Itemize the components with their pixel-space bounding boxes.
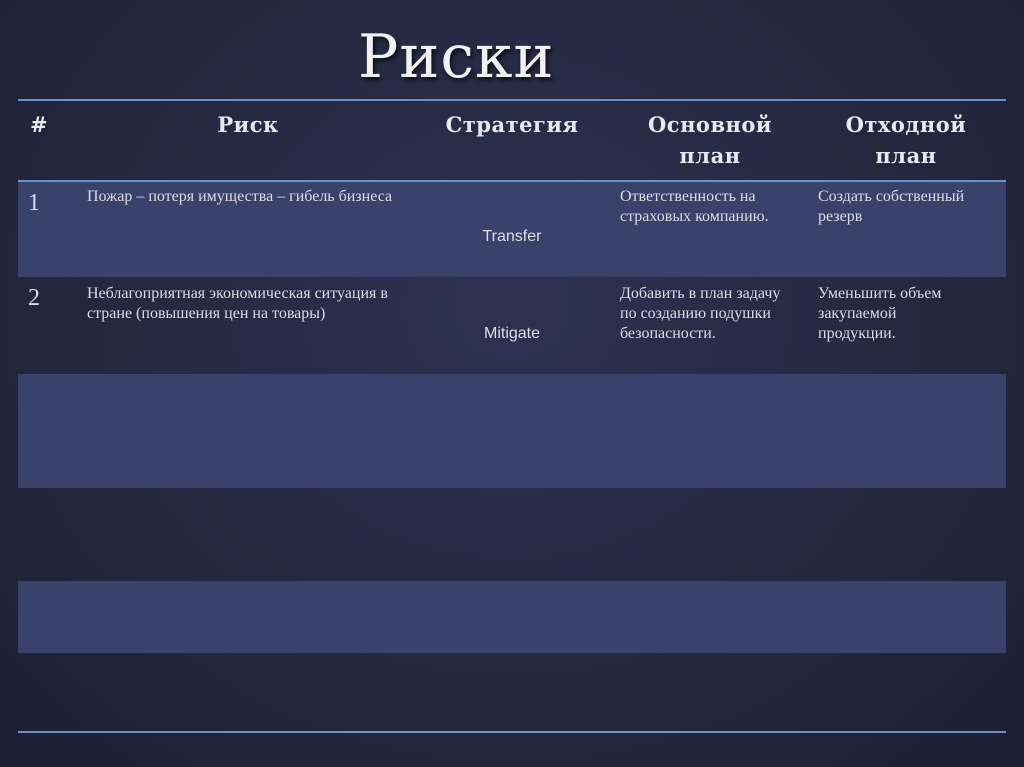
table-row <box>18 182 1006 277</box>
backup-plan-cell: Создать собственный резерв <box>818 188 965 225</box>
risk-cell: Неблагоприятная экономическая ситуация в стране (повышения цен на товары) <box>87 285 388 322</box>
strategy-cell: Mitigate <box>483 325 541 342</box>
backup-plan-cell: Уменьшить объем закупаемой продукции. <box>818 285 942 342</box>
table-bottom-rule <box>18 731 1006 733</box>
header-num: # <box>29 112 49 137</box>
row-number: 1 <box>28 190 40 216</box>
risk-cell: Пожар – потеря имущества – гибель бизнеса <box>87 188 393 205</box>
header-strategy: Стратегия <box>445 112 579 137</box>
table-top-rule <box>18 99 1006 101</box>
table-row <box>18 488 1006 581</box>
header-main-plan: Основной план <box>647 112 772 168</box>
row-number: 2 <box>28 285 40 311</box>
main-plan-cell: Ответственность на страховых компанию. <box>620 188 769 225</box>
header-risk: Риск <box>217 112 279 137</box>
header-backup-plan: Отходной план <box>845 112 967 168</box>
main-plan-cell: Добавить в план задачу по созданию подушки безопасности. <box>620 285 781 342</box>
strategy-cell: Transfer <box>482 228 542 245</box>
table-row <box>18 581 1006 653</box>
table-row <box>18 374 1006 488</box>
table-row <box>18 653 1006 731</box>
slide-title: Риски <box>358 22 555 92</box>
table-row <box>18 277 1006 374</box>
